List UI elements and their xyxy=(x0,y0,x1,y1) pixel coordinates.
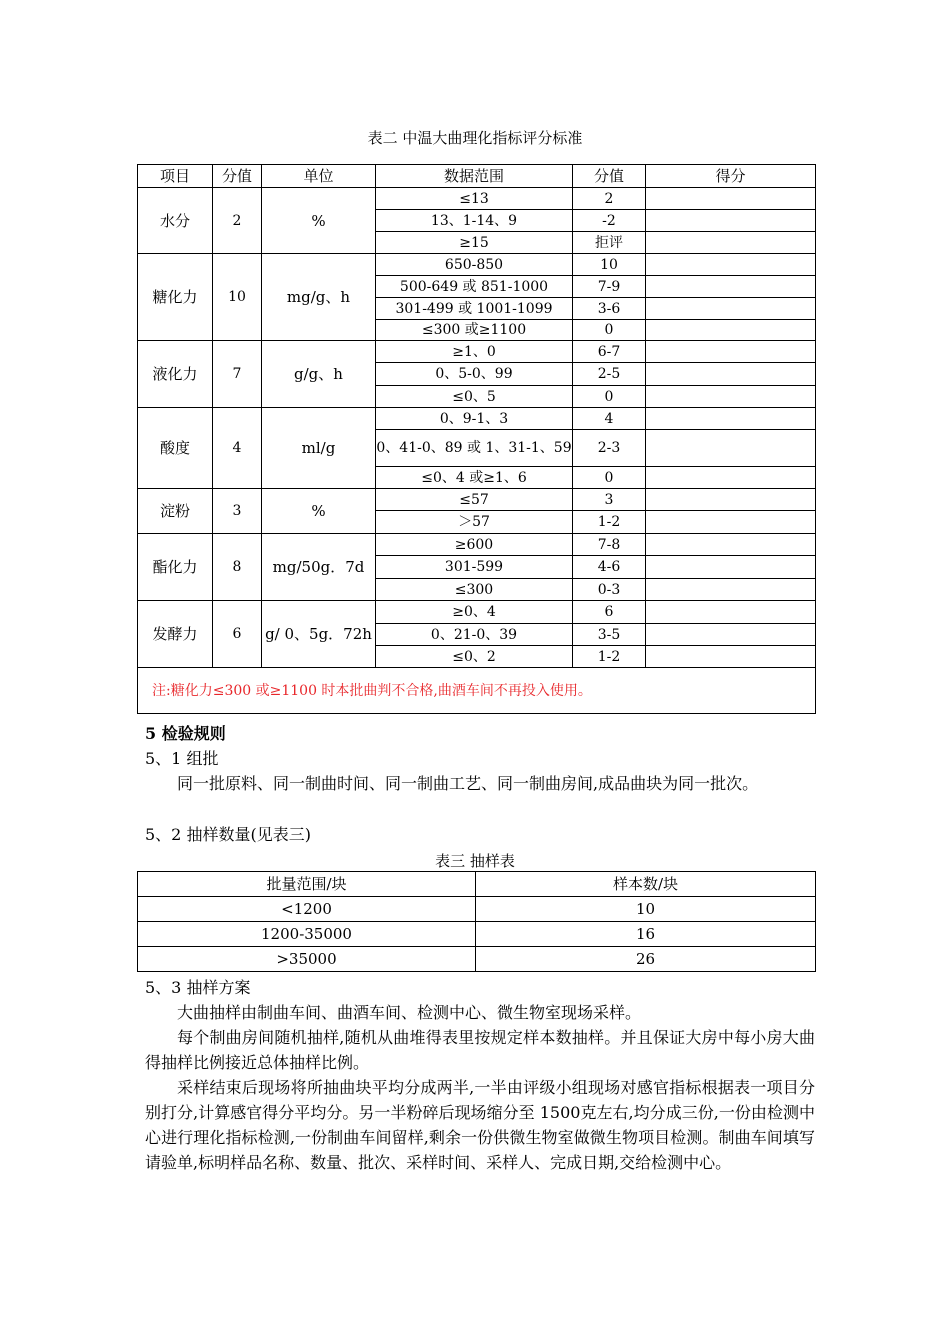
obtained-score-cell xyxy=(646,386,816,408)
item-name-cell: 糖化力 xyxy=(138,254,213,341)
item-name-cell: 液化力 xyxy=(138,341,213,408)
table2-caption: 表二 中温大曲理化指标评分标准 xyxy=(367,129,583,147)
data-range-cell: ≥15 xyxy=(376,232,573,254)
obtained-score-cell xyxy=(646,579,816,601)
range-score-cell: 10 xyxy=(573,254,646,276)
item-name-cell: 发酵力 xyxy=(138,601,213,668)
section5-heading: 5 检验规则 xyxy=(145,724,226,743)
table3-caption: 表三 抽样表 xyxy=(435,852,515,870)
obtained-score-cell xyxy=(646,624,816,646)
data-range-cell: ≤300 或≥1100 xyxy=(376,320,573,341)
batch-range-cell: 1200-35000 xyxy=(138,922,476,947)
item-unit-cell: g/g、h xyxy=(262,341,376,408)
data-range-cell: ≥1、0 xyxy=(376,341,573,363)
range-score-cell: 6 xyxy=(573,601,646,624)
data-range-cell: 13、1-14、9 xyxy=(376,210,573,232)
data-range-cell: ≤57 xyxy=(376,489,573,511)
obtained-score-cell xyxy=(646,254,816,276)
range-score-cell: 3-6 xyxy=(573,298,646,320)
item-unit-cell: ml/g xyxy=(262,408,376,489)
obtained-score-cell xyxy=(646,489,816,511)
section51-text: 同一批原料、同一制曲时间、同一制曲工艺、同一制曲房间,成品曲块为同一批次。 xyxy=(177,774,759,793)
range-score-cell: 0-3 xyxy=(573,579,646,601)
range-score-cell: 6-7 xyxy=(573,341,646,363)
section51-title: 5、1 组批 xyxy=(145,749,219,768)
obtained-score-cell xyxy=(646,511,816,534)
section53-title: 5、3 抽样方案 xyxy=(145,978,251,997)
data-range-cell: 650-850 xyxy=(376,254,573,276)
item-unit-cell: % xyxy=(262,489,376,534)
item-unit-cell: % xyxy=(262,188,376,254)
table2-header-cell: 项目 xyxy=(138,165,213,188)
obtained-score-cell xyxy=(646,408,816,430)
data-range-cell: 0、9-1、3 xyxy=(376,408,573,430)
table2-row xyxy=(138,188,816,210)
range-score-cell: 7-8 xyxy=(573,534,646,556)
data-range-cell: ≤300 xyxy=(376,579,573,601)
obtained-score-cell xyxy=(646,363,816,386)
data-range-cell: ≤0、5 xyxy=(376,386,573,408)
obtained-score-cell xyxy=(646,320,816,341)
table2-physicochemical-scoring xyxy=(137,164,816,714)
table3-row xyxy=(138,947,816,972)
range-score-cell: -2 xyxy=(573,210,646,232)
section53-paragraph-2: 每个制曲房间随机抽样,随机从曲堆得表里按规定样本数抽样。并且保证大房中每小房大曲得抽样比例接近总体抽样比例。 xyxy=(145,1028,815,1072)
item-score-cell: 7 xyxy=(213,341,262,408)
data-range-cell: ≤0、4 或≥1、6 xyxy=(376,467,573,489)
table3-sampling xyxy=(137,871,816,972)
table2-header-cell: 数据范围 xyxy=(376,165,573,188)
sample-count-cell: 16 xyxy=(476,922,816,947)
table3-row xyxy=(138,897,816,922)
range-score-cell: 3 xyxy=(573,489,646,511)
item-name-cell: 酯化力 xyxy=(138,534,213,601)
item-unit-cell: mg/50g．7d xyxy=(262,534,376,601)
obtained-score-cell xyxy=(646,298,816,320)
item-name-cell: 淀粉 xyxy=(138,489,213,534)
table3-header-cell: 批量范围/块 xyxy=(138,872,476,897)
item-score-cell: 3 xyxy=(213,489,262,534)
table2-row xyxy=(138,601,816,624)
data-range-cell: ≥0、4 xyxy=(376,601,573,624)
batch-range-cell: >35000 xyxy=(138,947,476,972)
table2-row xyxy=(138,408,816,430)
range-score-cell: 0 xyxy=(573,320,646,341)
table2-row xyxy=(138,341,816,363)
obtained-score-cell xyxy=(646,188,816,210)
obtained-score-cell xyxy=(646,430,816,467)
obtained-score-cell xyxy=(646,646,816,668)
obtained-score-cell xyxy=(646,232,816,254)
obtained-score-cell xyxy=(646,556,816,579)
data-range-cell: 301-499 或 1001-1099 xyxy=(376,298,573,320)
range-score-cell: 4 xyxy=(573,408,646,430)
range-score-cell: 拒评 xyxy=(573,232,646,254)
range-score-cell: 1-2 xyxy=(573,646,646,668)
table3-header-row xyxy=(138,872,816,897)
range-score-cell: 7-9 xyxy=(573,276,646,298)
data-range-cell: 0、5-0、99 xyxy=(376,363,573,386)
section52-title: 5、2 抽样数量(见表三) xyxy=(145,825,311,844)
obtained-score-cell xyxy=(646,534,816,556)
data-range-cell: ≤0、2 xyxy=(376,646,573,668)
table2-row xyxy=(138,534,816,556)
data-range-cell: ≥600 xyxy=(376,534,573,556)
data-range-cell: 0、21-0、39 xyxy=(376,624,573,646)
obtained-score-cell xyxy=(646,467,816,489)
item-name-cell: 酸度 xyxy=(138,408,213,489)
item-unit-cell: g/ 0、5g．72h xyxy=(262,601,376,668)
range-score-cell: 0 xyxy=(573,467,646,489)
table2-header-cell: 分值 xyxy=(573,165,646,188)
data-range-cell: ≤13 xyxy=(376,188,573,210)
range-score-cell: 1-2 xyxy=(573,511,646,534)
item-unit-cell: mg/g、h xyxy=(262,254,376,341)
range-score-cell: 0 xyxy=(573,386,646,408)
sample-count-cell: 10 xyxy=(476,897,816,922)
table2-note: 注:糖化力≤300 或≥1100 时本批曲判不合格,曲酒车间不再投入使用。 xyxy=(138,668,816,714)
data-range-cell: 500-649 或 851-1000 xyxy=(376,276,573,298)
obtained-score-cell xyxy=(646,341,816,363)
item-score-cell: 2 xyxy=(213,188,262,254)
table2-note-row xyxy=(138,668,816,714)
range-score-cell: 3-5 xyxy=(573,624,646,646)
table3-row xyxy=(138,922,816,947)
item-score-cell: 10 xyxy=(213,254,262,341)
item-score-cell: 4 xyxy=(213,408,262,489)
range-score-cell: 2-3 xyxy=(573,430,646,467)
range-score-cell: 2 xyxy=(573,188,646,210)
batch-range-cell: <1200 xyxy=(138,897,476,922)
obtained-score-cell xyxy=(646,601,816,624)
data-range-cell: 0、41-0、89 或 1、31-1、59 xyxy=(376,430,573,467)
range-score-cell: 4-6 xyxy=(573,556,646,579)
item-score-cell: 8 xyxy=(213,534,262,601)
table2-row xyxy=(138,489,816,511)
table2-header-row xyxy=(138,165,816,188)
obtained-score-cell xyxy=(646,276,816,298)
table2-header-cell: 分值 xyxy=(213,165,262,188)
obtained-score-cell xyxy=(646,210,816,232)
table2-header-cell: 得分 xyxy=(646,165,816,188)
table2-header-cell: 单位 xyxy=(262,165,376,188)
range-score-cell: 2-5 xyxy=(573,363,646,386)
table2-row xyxy=(138,254,816,276)
section53-paragraph-3: 采样结束后现场将所抽曲块平均分成两半,一半由评级小组现场对感官指标根据表一项目分别打分,计算感官得分平均分。另一半粉碎后现场缩分至 1500克左右,均分成三份,一份由检测中心进行理化指标检测,一份制曲车间留样,剩余一份供微生物室做微生物项目检测。制曲车间填写请验单,标明样品名称、数量、批次、采样时间、采样人、完成日期,交给检测中心。 xyxy=(145,1078,815,1172)
item-score-cell: 6 xyxy=(213,601,262,668)
sample-count-cell: 26 xyxy=(476,947,816,972)
section53-paragraph-1: 大曲抽样由制曲车间、曲酒车间、检测中心、微生物室现场采样。 xyxy=(177,1003,642,1022)
item-name-cell: 水分 xyxy=(138,188,213,254)
data-range-cell: ＞57 xyxy=(376,511,573,534)
table3-header-cell: 样本数/块 xyxy=(476,872,816,897)
data-range-cell: 301-599 xyxy=(376,556,573,579)
